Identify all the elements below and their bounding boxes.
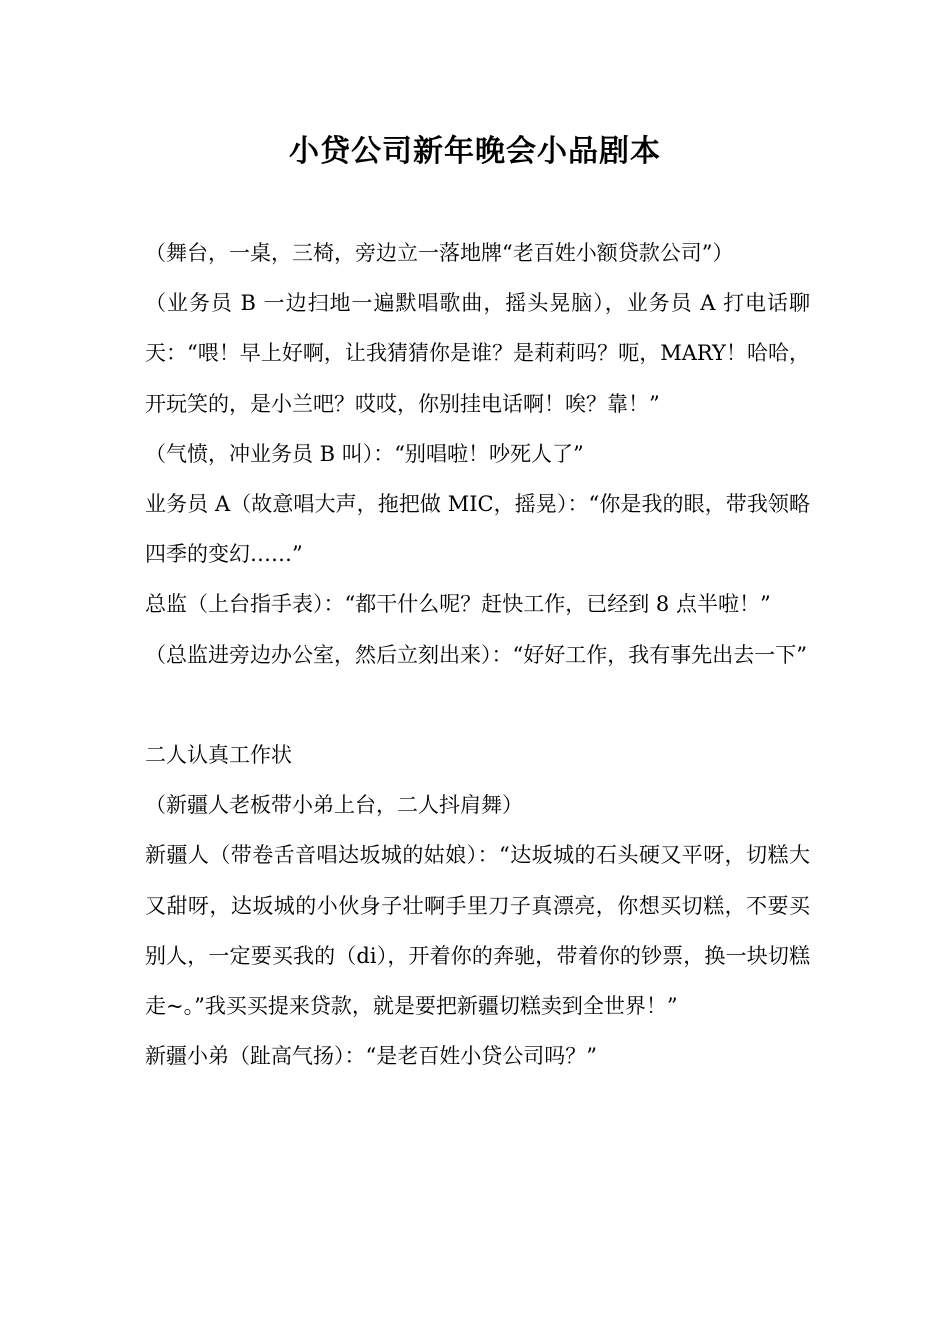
document-title: 小贷公司新年晚会小品剧本 — [289, 134, 661, 169]
paragraph-xinjiang-assistant: 新疆小弟（趾高气扬）：“是老百姓小贷公司吗？” — [145, 1044, 597, 1069]
paragraph-director-leaves: （总监进旁边办公室，然后立刻出来）：“好好工作，我有事先出去一下” — [145, 642, 807, 667]
blank-line — [145, 680, 810, 730]
paragraph-singing: 业务员 A（故意唱大声，拖把做 MIC，摇晃）：“你是我的眼，带我领略四季的变幻……” — [145, 492, 810, 567]
paragraph-xinjiang-song: 新疆人（带卷舌音唱达坂城的姑娘）：“达坂城的石头硬又平呀，切糕大又甜呀，达坂城的小伙身子壮啊手里刀子真漂亮，你想买切糕，不要买别人，一定要买我的（di），开着你的奔驰，带着你的钞票，换一块切糕走~。”我买买提来贷款，就是要把新疆切糕卖到全世界！” — [145, 843, 810, 1019]
document-body — [145, 228, 810, 1081]
paragraph-working: 二人认真工作状 — [145, 743, 292, 768]
paragraph-director-enters: 总监（上台指手表）：“都干什么呢？赶快工作，已经到 8 点半啦！” — [145, 592, 771, 617]
paragraph-phone-call: （业务员 B 一边扫地一遍默唱歌曲，摇头晃脑），业务员 A 打电话聊天：“喂！早上好啊，让我猜猜你是谁？是莉莉吗？呃，MARY！哈哈，开玩笑的，是小兰吧？哎哎，你别挂电话啊！唉？靠！” — [145, 291, 810, 416]
paragraph-angry-shout: （气愤，冲业务员 B 叫）：“别唱啦！吵死人了” — [145, 441, 584, 466]
paragraph-boss-enters: （新疆人老板带小弟上台，二人抖肩舞） — [145, 793, 523, 818]
paragraph-stage-setup: （舞台，一桌，三椅，旁边立一落地牌“老百姓小额贷款公司”） — [145, 241, 734, 265]
